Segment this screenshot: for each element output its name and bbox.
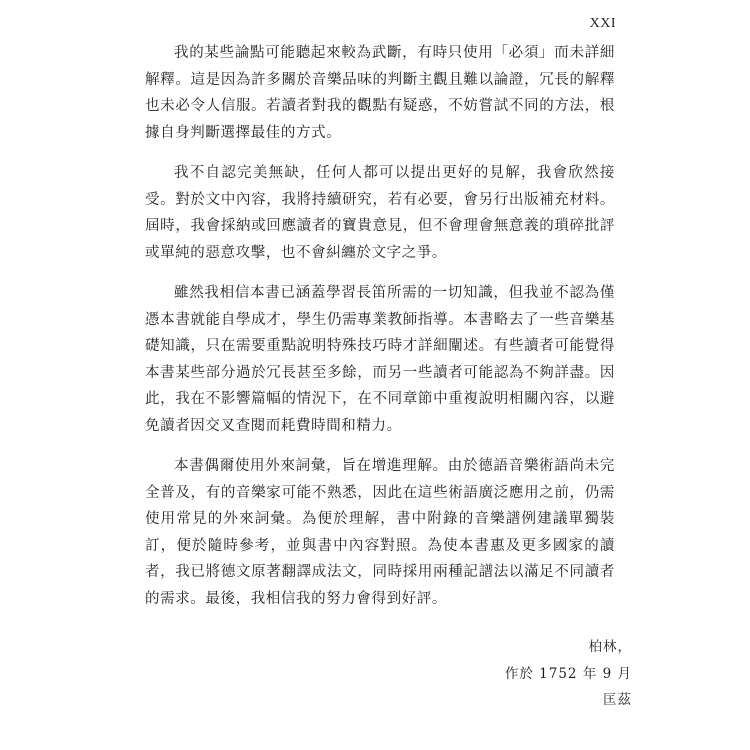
paragraph-3: 雖然我相信本書已涵蓋學習長笛所需的一切知識，但我並不認為僅憑本書就能自學成才，學生仍需專業教師指導。本書略去了一些音樂基礎知識，只在需要重點說明特殊技巧時才詳細闡述。有些讀者可能覺得本書某些部分過於冗長甚至多餘，而另一些讀者可能認為不夠詳盡。因此，我在不影響篇幅的情況下，在不同章節中重複說明相關內容，以避免讀者因交叉查閱而耗費時間和精力。 xyxy=(145,285,615,434)
signature-block xyxy=(505,634,632,714)
paragraph-2: 我不自認完美無缺，任何人都可以提出更好的見解，我會欣然接受。對於文中內容，我將持續研究，若有必要，會另行出版補充材料。屆時，我會採納或回應讀者的寶貴意見，但不會理會無意義的瑣碎批評或單純的惡意攻擊，也不會糾纏於文字之爭。 xyxy=(145,165,615,261)
signature-author: 匡茲 xyxy=(603,692,632,708)
signature-place: 柏林， xyxy=(588,639,632,655)
signature-date: 作於 1752 年 9 月 xyxy=(504,665,632,682)
page-number: XXI xyxy=(589,16,616,31)
paragraph-1: 我的某些論點可能聽起來較為武斷，有時只使用「必須」而未詳細解釋。這是因為許多關於音樂品味的判斷主觀且難以論證，冗長的解釋也未必令人信服。若讀者對我的觀點有疑惑，不妨嘗試不同的方法，根據自身判斷選擇最佳的方式。 xyxy=(145,45,615,141)
body-text xyxy=(145,40,615,626)
paragraph-4: 本書偶爾使用外來詞彙，旨在增進理解。由於德語音樂術語尚未完全普及，有的音樂家可能不熟悉，因此在這些術語廣泛應用之前，仍需使用常見的外來詞彙。為便於理解，書中附錄的音樂譜例建議單獨裝訂，便於隨時參考，並與書中內容對照。為使本書惠及更多國家的讀者，我已將德文原著翻譯成法文，同時採用兩種記譜法以滿足不同讀者的需求。最後，我相信我的努力會得到好評。 xyxy=(145,458,615,607)
